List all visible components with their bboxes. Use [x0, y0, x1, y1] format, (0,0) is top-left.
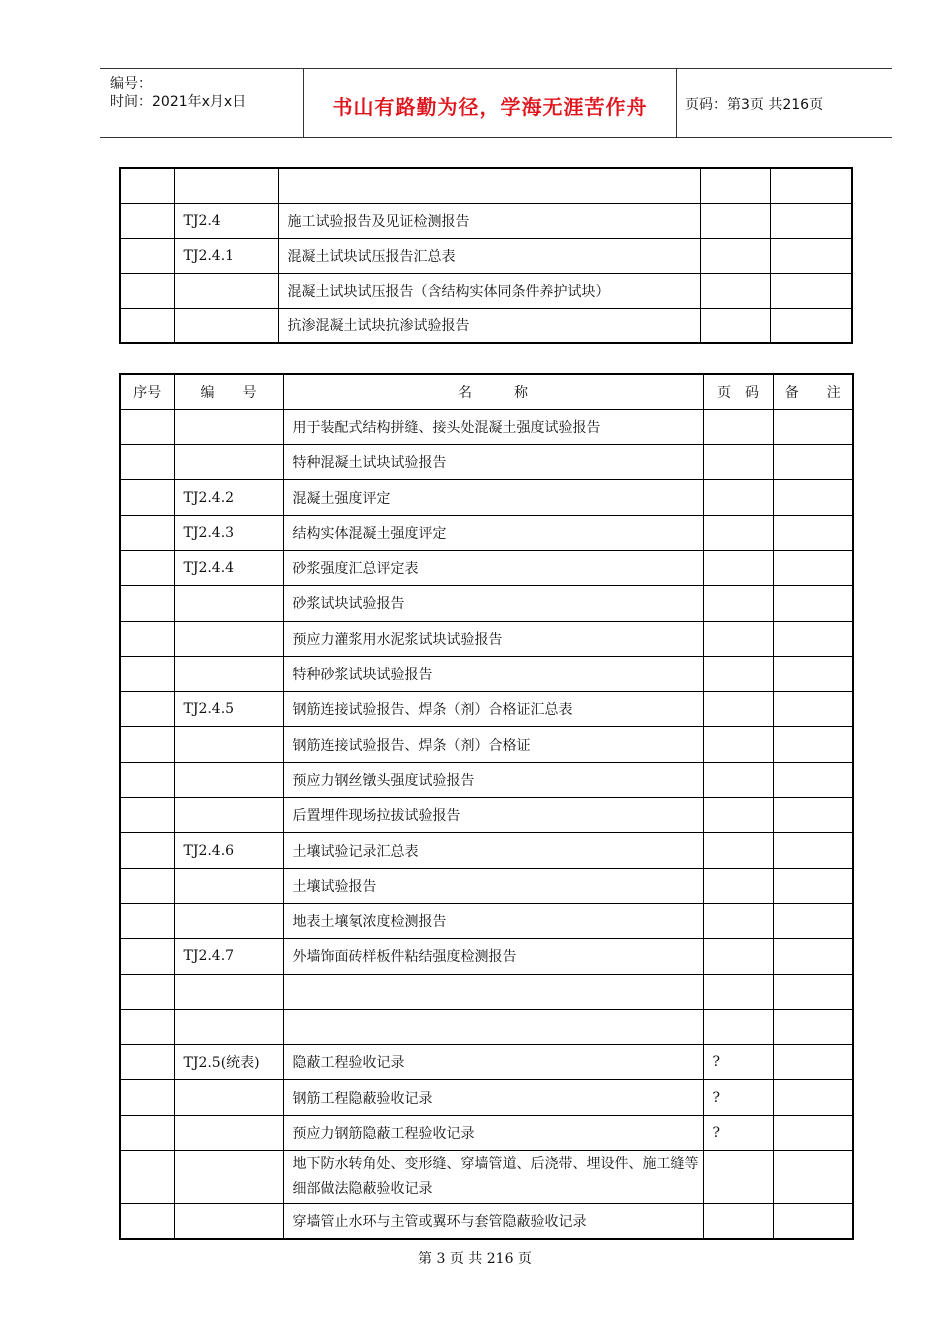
table-row	[120, 1045, 853, 1080]
cell-seq	[120, 727, 174, 762]
cell-seq	[120, 939, 174, 974]
cell-note	[773, 1151, 853, 1204]
table-row	[120, 409, 853, 444]
table-row	[120, 798, 853, 833]
header-motto-cell	[304, 69, 677, 137]
cell-page	[703, 621, 773, 656]
table-row	[120, 1204, 853, 1239]
cell-code	[174, 586, 283, 621]
table-row	[120, 550, 853, 585]
cell-seq	[120, 550, 174, 585]
cell-note	[773, 1115, 853, 1150]
cell-note	[773, 586, 853, 621]
cell-note	[770, 238, 852, 273]
cell-name: 砂浆试块试验报告	[283, 586, 703, 621]
cell-name: 混凝土试块试压报告汇总表	[278, 238, 700, 273]
table-row	[120, 833, 853, 868]
cell-note	[773, 550, 853, 585]
cell-seq	[120, 515, 174, 550]
header-page-cell	[677, 69, 892, 137]
cell-code	[174, 1080, 283, 1115]
cell-name: 后置埋件现场拉拔试验报告	[283, 798, 703, 833]
page-header	[100, 68, 892, 138]
table-row	[120, 308, 852, 343]
header-note: 备 注	[773, 374, 853, 409]
table-row	[120, 656, 853, 691]
cell-code: TJ2.4.3	[174, 515, 283, 550]
table-row	[120, 238, 852, 273]
header-seq: 序号	[120, 374, 174, 409]
cell-note	[773, 515, 853, 550]
cell-note	[773, 1080, 853, 1115]
cell-note	[773, 1009, 853, 1044]
table-row	[120, 868, 853, 903]
cell-page	[703, 550, 773, 585]
cell-seq	[120, 586, 174, 621]
cell-code: TJ2.4	[174, 203, 278, 238]
cell-name: 预应力钢丝镦头强度试验报告	[283, 762, 703, 797]
cell-name	[283, 974, 703, 1009]
cell-name	[283, 1009, 703, 1044]
cell-seq	[120, 1115, 174, 1150]
table-row	[120, 692, 853, 727]
cell-page	[703, 939, 773, 974]
cell-page	[703, 515, 773, 550]
cell-page	[703, 445, 773, 480]
cell-name: 用于装配式结构拼缝、接头处混凝土强度试验报告	[283, 409, 703, 444]
cell-code: TJ2.4.1	[174, 238, 278, 273]
motto: 书山有路勤为径，学海无涯苦作舟	[332, 95, 648, 119]
cell-page	[700, 168, 770, 203]
cell-seq	[120, 974, 174, 1009]
cell-note	[773, 974, 853, 1009]
cell-name: 钢筋连接试验报告、焊条（剂）合格证汇总表	[283, 692, 703, 727]
cell-page	[703, 798, 773, 833]
cell-seq	[120, 273, 174, 308]
cell-note	[773, 903, 853, 938]
cell-name: 预应力钢筋隐蔽工程验收记录	[283, 1115, 703, 1150]
table-main	[119, 373, 854, 1240]
table-row	[120, 939, 853, 974]
table-row	[120, 168, 852, 203]
cell-code	[174, 621, 283, 656]
cell-note	[773, 692, 853, 727]
table-row	[120, 903, 853, 938]
cell-page	[703, 480, 773, 515]
cell-code	[174, 656, 283, 691]
cell-name: 混凝土试块试压报告（含结构实体同条件养护试块）	[278, 273, 700, 308]
cell-name: 隐蔽工程验收记录	[283, 1045, 703, 1080]
cell-code	[174, 762, 283, 797]
time-label: 时间：2021年x月x日	[110, 94, 247, 110]
cell-name: 钢筋工程隐蔽验收记录	[283, 1080, 703, 1115]
cell-name: 穿墙管止水环与主管或翼环与套管隐蔽验收记录	[283, 1204, 703, 1239]
cell-seq	[120, 308, 174, 343]
table-row	[120, 445, 853, 480]
page-footer: 第 3 页 共 216 页	[418, 1251, 532, 1267]
cell-seq	[120, 203, 174, 238]
cell-page	[703, 1204, 773, 1239]
cell-seq	[120, 1204, 174, 1239]
serial-label: 编号：	[110, 76, 152, 92]
cell-code: TJ2.4.6	[174, 833, 283, 868]
cell-seq	[120, 409, 174, 444]
cell-page	[703, 409, 773, 444]
cell-seq	[120, 1009, 174, 1044]
cell-seq	[120, 445, 174, 480]
cell-name: 砂浆强度汇总评定表	[283, 550, 703, 585]
cell-name: 地下防水转角处、变形缝、穿墙管道、后浇带、埋设件、施工缝等细部做法隐蔽验收记录	[283, 1151, 703, 1204]
cell-code: TJ2.4.7	[174, 939, 283, 974]
table-row	[120, 515, 853, 550]
cell-page	[700, 273, 770, 308]
cell-page	[703, 833, 773, 868]
cell-page	[703, 974, 773, 1009]
table-row	[120, 621, 853, 656]
cell-code	[174, 409, 283, 444]
page-number-label: 页码：第3页 共216页	[685, 97, 824, 113]
cell-name: 预应力灌浆用水泥浆试块试验报告	[283, 621, 703, 656]
cell-seq	[120, 833, 174, 868]
cell-seq	[120, 1080, 174, 1115]
cell-seq	[120, 480, 174, 515]
cell-note	[773, 1204, 853, 1239]
cell-seq	[120, 692, 174, 727]
header-meta-cell	[100, 69, 304, 137]
cell-code	[174, 798, 283, 833]
header-page: 页 码	[703, 374, 773, 409]
cell-note	[773, 621, 853, 656]
cell-page: ?	[703, 1045, 773, 1080]
table-row	[120, 203, 852, 238]
cell-code: TJ2.4.4	[174, 550, 283, 585]
table-row	[120, 974, 853, 1009]
cell-name: 外墙饰面砖样板件粘结强度检测报告	[283, 939, 703, 974]
cell-name: 施工试验报告及见证检测报告	[278, 203, 700, 238]
cell-name: 特种砂浆试块试验报告	[283, 656, 703, 691]
cell-note	[773, 798, 853, 833]
cell-note	[773, 656, 853, 691]
cell-note	[770, 273, 852, 308]
table-row	[120, 727, 853, 762]
cell-seq	[120, 168, 174, 203]
cell-name: 地表土壤氡浓度检测报告	[283, 903, 703, 938]
cell-note	[773, 1045, 853, 1080]
cell-code	[174, 1009, 283, 1044]
table-header-row	[120, 374, 853, 409]
cell-note	[770, 308, 852, 343]
cell-seq	[120, 798, 174, 833]
header-code: 编 号	[174, 374, 283, 409]
cell-seq	[120, 656, 174, 691]
table-row	[120, 1151, 853, 1204]
header-name: 名 称	[283, 374, 703, 409]
cell-code	[174, 1151, 283, 1204]
cell-page	[700, 203, 770, 238]
cell-note	[773, 445, 853, 480]
cell-code	[174, 445, 283, 480]
cell-name: 特种混凝土试块试验报告	[283, 445, 703, 480]
cell-note	[773, 409, 853, 444]
cell-page	[703, 762, 773, 797]
cell-seq	[120, 1045, 174, 1080]
cell-page	[703, 903, 773, 938]
table-row	[120, 586, 853, 621]
cell-code	[174, 168, 278, 203]
cell-note	[773, 480, 853, 515]
cell-page: ?	[703, 1115, 773, 1150]
cell-note	[773, 727, 853, 762]
cell-code: TJ2.4.2	[174, 480, 283, 515]
cell-note	[773, 833, 853, 868]
cell-name: 土壤试验报告	[283, 868, 703, 903]
cell-page	[703, 727, 773, 762]
cell-page	[700, 238, 770, 273]
cell-code: TJ2.5(统表)	[174, 1045, 283, 1080]
cell-code	[174, 868, 283, 903]
table-row	[120, 1009, 853, 1044]
cell-name: 土壤试验记录汇总表	[283, 833, 703, 868]
cell-code	[174, 1115, 283, 1150]
cell-name: 混凝土强度评定	[283, 480, 703, 515]
cell-seq	[120, 1151, 174, 1204]
table-top	[119, 167, 853, 344]
cell-note	[770, 168, 852, 203]
cell-page	[703, 586, 773, 621]
cell-code	[174, 1204, 283, 1239]
cell-seq	[120, 868, 174, 903]
cell-page	[700, 308, 770, 343]
cell-note	[773, 939, 853, 974]
table-row	[120, 1080, 853, 1115]
cell-code: TJ2.4.5	[174, 692, 283, 727]
cell-page	[703, 656, 773, 691]
cell-note	[773, 868, 853, 903]
cell-page: ?	[703, 1080, 773, 1115]
cell-note	[770, 203, 852, 238]
cell-page	[703, 692, 773, 727]
cell-name	[278, 168, 700, 203]
table-row	[120, 1115, 853, 1150]
cell-code	[174, 903, 283, 938]
cell-seq	[120, 238, 174, 273]
cell-page	[703, 1151, 773, 1204]
cell-page	[703, 1009, 773, 1044]
table-row	[120, 273, 852, 308]
cell-seq	[120, 621, 174, 656]
table-row	[120, 762, 853, 797]
cell-code	[174, 308, 278, 343]
cell-page	[703, 868, 773, 903]
cell-name: 钢筋连接试验报告、焊条（剂）合格证	[283, 727, 703, 762]
cell-code	[174, 273, 278, 308]
table-row	[120, 480, 853, 515]
cell-seq	[120, 762, 174, 797]
cell-code	[174, 974, 283, 1009]
cell-seq	[120, 903, 174, 938]
cell-code	[174, 727, 283, 762]
cell-note	[773, 762, 853, 797]
cell-name: 抗渗混凝土试块抗渗试验报告	[278, 308, 700, 343]
cell-name: 结构实体混凝土强度评定	[283, 515, 703, 550]
